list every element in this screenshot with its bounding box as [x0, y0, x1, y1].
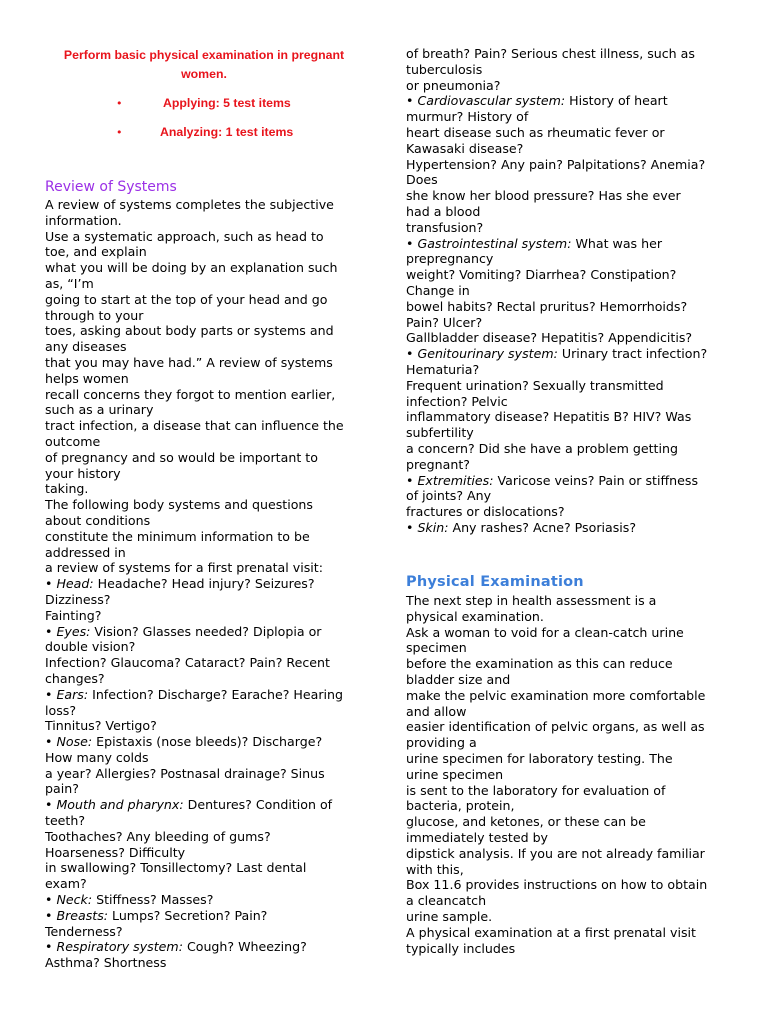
objective-bullet: •: [116, 97, 123, 110]
line-text: going to start at the top of your head and go: [45, 291, 328, 307]
line-text: tract infection, a disease that can influence the: [45, 418, 344, 434]
line-text: recall concerns they forgot to mention earlier,: [45, 386, 336, 402]
text-line: [45, 308, 363, 324]
text-line: [406, 409, 728, 425]
text-line: [406, 735, 728, 751]
text-line: [406, 378, 728, 394]
line-text: such as a urinary: [45, 402, 154, 418]
right-column-text: [406, 46, 728, 536]
text-line: [406, 283, 728, 299]
text-line: [406, 609, 728, 625]
text-line: [406, 362, 728, 378]
line-text: before the examination as this can reduce: [406, 656, 673, 672]
line-text: dipstick analysis. If you are not already familiar: [406, 845, 705, 861]
text-line: [45, 750, 363, 766]
system-label: Breasts:: [56, 907, 109, 923]
text-line: [45, 876, 363, 892]
text-line: [45, 845, 363, 861]
text-line: [406, 441, 728, 457]
text-line: [45, 639, 363, 655]
line-text: Frequent urination? Sexually transmitted: [406, 377, 664, 393]
line-text: urine specimen for laboratory testing. The: [406, 750, 673, 766]
line-text: addressed in: [45, 544, 126, 560]
line-text: Varicose veins? Pain or stiffness: [493, 472, 699, 488]
text-line: [45, 529, 363, 545]
text-line: [45, 497, 363, 513]
objective-title-line-2: women.: [181, 67, 227, 81]
line-text: easier identification of pelvic organs, as well as: [406, 719, 705, 735]
text-line: [406, 893, 728, 909]
text-line: [406, 704, 728, 720]
system-label: Gastrointestinal system:: [417, 235, 572, 251]
line-text: bladder size and: [406, 671, 511, 687]
objective-title-line-1: Perform basic physical examination in pregnant: [63, 48, 345, 62]
text-line: [45, 434, 363, 450]
line-text: information.: [45, 212, 122, 228]
system-label: Skin:: [417, 519, 449, 535]
line-text: tuberculosis: [406, 61, 483, 77]
text-line: [406, 488, 728, 504]
text-line: [406, 188, 728, 204]
text-line: [406, 473, 728, 489]
line-text: subfertility: [406, 425, 474, 441]
text-line: [406, 251, 728, 267]
text-line: [406, 504, 728, 520]
objective-item-analyzing: Analyzing: 1 test items: [160, 125, 294, 139]
text-line: [406, 830, 728, 846]
line-text: your history: [45, 465, 121, 481]
text-line: [45, 718, 363, 734]
line-text: a review of systems for a first prenatal visit:: [45, 560, 323, 576]
text-line: [406, 751, 728, 767]
line-text: she know her blood pressure? Has she ever: [406, 188, 681, 204]
text-line: [406, 109, 728, 125]
text-line: [45, 687, 363, 703]
text-line: [45, 813, 363, 829]
line-text: outcome: [45, 433, 101, 449]
text-line: [45, 703, 363, 719]
list-bullet: •: [45, 892, 57, 908]
text-line: [45, 481, 363, 497]
text-line: [45, 197, 363, 213]
text-line: [45, 908, 363, 924]
text-line: [45, 924, 363, 940]
line-text: How many colds: [45, 749, 149, 765]
system-label: Neck:: [56, 892, 93, 908]
text-line: [45, 766, 363, 782]
system-label: Respiratory system:: [56, 939, 183, 955]
line-text: Hoarseness? Difficulty: [45, 844, 186, 860]
text-line: [406, 783, 728, 799]
line-text: a year? Allergies? Postnasal drainage? Sinus: [45, 765, 325, 781]
line-text: Gallbladder disease? Hepatitis? Appendicitis?: [406, 330, 693, 346]
text-line: [406, 425, 728, 441]
text-line: [45, 371, 363, 387]
line-text: weight? Vomiting? Diarrhea? Constipation?: [406, 267, 677, 283]
list-bullet: •: [45, 686, 57, 702]
text-line: [406, 625, 728, 641]
text-line: [406, 719, 728, 735]
line-text: helps women: [45, 370, 129, 386]
text-line: [45, 734, 363, 750]
text-line: [406, 457, 728, 473]
line-text: Change in: [406, 282, 470, 298]
line-text: a cleancatch: [406, 893, 487, 909]
line-text: Vision? Glasses needed? Diplopia or: [90, 623, 322, 639]
line-text: Pain? Ulcer?: [406, 314, 483, 330]
text-line: [406, 862, 728, 878]
line-text: any diseases: [45, 339, 127, 355]
line-text: what you will be doing by an explanation such: [45, 260, 338, 276]
text-line: [45, 955, 363, 971]
system-label: Genitourinary system:: [417, 346, 558, 362]
line-text: Urinary tract infection?: [557, 346, 708, 362]
line-text: prepregnancy: [406, 251, 494, 267]
text-line: [45, 418, 363, 434]
text-line: [45, 402, 363, 418]
text-line: [406, 767, 728, 783]
text-line: [45, 624, 363, 640]
line-text: transfusion?: [406, 219, 484, 235]
text-line: [406, 46, 728, 62]
text-line: [406, 204, 728, 220]
line-text: teeth?: [45, 813, 86, 829]
line-text: of breath? Pain? Serious chest illness, such as: [406, 46, 695, 61]
line-text: bowel habits? Rectal pruritus? Hemorrhoids?: [406, 298, 688, 314]
line-text: in swallowing? Tonsillectomy? Last dental: [45, 860, 307, 876]
list-bullet: •: [45, 576, 57, 592]
line-text: providing a: [406, 735, 477, 751]
line-text: changes?: [45, 670, 105, 686]
line-text: A physical examination at a first prenatal visit: [406, 924, 696, 940]
line-text: Cough? Wheezing?: [182, 939, 307, 955]
line-text: Tenderness?: [45, 923, 123, 939]
line-text: physical examination.: [406, 608, 544, 624]
left-column-text: [45, 197, 363, 971]
text-line: [45, 576, 363, 592]
text-line: [45, 560, 363, 576]
text-line: [406, 299, 728, 315]
line-text: Box 11.6 provides instructions on how to obtain: [406, 877, 708, 893]
text-line: [45, 592, 363, 608]
line-text: make the pelvic examination more comfortable: [406, 687, 706, 703]
line-text: that you may have had.” A review of systems: [45, 354, 333, 370]
system-label: Ears:: [56, 686, 89, 702]
list-bullet: •: [406, 346, 418, 362]
line-text: The next step in health assessment is a: [406, 593, 657, 608]
line-text: urine sample.: [406, 908, 493, 924]
line-text: Epistaxis (nose bleeds)? Discharge?: [92, 734, 323, 750]
text-line: [45, 608, 363, 624]
line-text: specimen: [406, 640, 467, 656]
list-bullet: •: [406, 235, 418, 251]
text-line: [45, 466, 363, 482]
text-line: [406, 125, 728, 141]
line-text: Dentures? Condition of: [183, 797, 333, 813]
line-text: What was her: [571, 235, 663, 251]
line-text: murmur? History of: [406, 109, 529, 125]
text-line: [406, 640, 728, 656]
line-text: Kawasaki disease?: [406, 140, 524, 156]
line-text: Dizziness?: [45, 591, 111, 607]
line-text: as, “I’m: [45, 275, 94, 291]
text-line: [45, 671, 363, 687]
text-line: [406, 925, 728, 941]
text-line: [406, 798, 728, 814]
objective-item-applying: Applying: 5 test items: [163, 96, 291, 110]
line-text: pregnant?: [406, 456, 470, 472]
text-line: [45, 939, 363, 955]
system-label: Head:: [56, 576, 94, 592]
text-line: [45, 260, 363, 276]
line-text: typically includes: [406, 940, 516, 956]
line-text: Fainting?: [45, 607, 102, 623]
system-label: Eyes:: [56, 623, 91, 639]
objective-bullet: •: [116, 126, 123, 139]
list-bullet: •: [45, 939, 57, 955]
list-bullet: •: [406, 93, 418, 109]
system-label: Extremities:: [417, 472, 494, 488]
text-line: [406, 172, 728, 188]
text-line: [45, 450, 363, 466]
system-label: Mouth and pharynx:: [56, 797, 184, 813]
line-text: constitute the minimum information to be: [45, 528, 310, 544]
text-line: [45, 339, 363, 355]
line-text: Use a systematic approach, such as head to: [45, 228, 324, 244]
text-line: [45, 545, 363, 561]
text-line: [406, 220, 728, 236]
text-line: [406, 330, 728, 346]
text-line: [45, 860, 363, 876]
line-text: Asthma? Shortness: [45, 955, 167, 971]
text-line: [406, 672, 728, 688]
list-bullet: •: [45, 623, 57, 639]
text-line: [45, 892, 363, 908]
line-text: bacteria, protein,: [406, 798, 515, 814]
line-text: Does: [406, 172, 438, 188]
text-line: [406, 688, 728, 704]
text-line: [45, 829, 363, 845]
line-text: Headache? Head injury? Seizures?: [93, 576, 315, 592]
list-bullet: •: [406, 472, 418, 488]
line-text: had a blood: [406, 203, 481, 219]
text-line: [406, 157, 728, 173]
line-text: heart disease such as rheumatic fever or: [406, 124, 665, 140]
line-text: The following body systems and questions: [45, 497, 313, 513]
text-line: [45, 229, 363, 245]
list-bullet: •: [45, 907, 57, 923]
text-line: [406, 62, 728, 78]
review-of-systems-heading: Review of Systems: [45, 179, 177, 195]
line-text: with this,: [406, 861, 464, 877]
line-text: fractures or dislocations?: [406, 504, 565, 520]
text-line: [45, 213, 363, 229]
text-line: [406, 141, 728, 157]
text-line: [406, 346, 728, 362]
line-text: Hypertension? Any pain? Palpitations? Anemia?: [406, 156, 706, 172]
text-line: [406, 93, 728, 109]
text-line: [45, 781, 363, 797]
line-text: and allow: [406, 703, 467, 719]
line-text: Lumps? Secretion? Pain?: [108, 907, 268, 923]
line-text: of joints? Any: [406, 488, 492, 504]
line-text: of pregnancy and so would be important to: [45, 449, 318, 465]
text-line: [406, 267, 728, 283]
line-text: through to your: [45, 307, 144, 323]
line-text: infection? Pelvic: [406, 393, 508, 409]
text-line: [45, 276, 363, 292]
text-line: [406, 394, 728, 410]
physical-examination-text: [406, 593, 728, 956]
line-text: immediately tested by: [406, 829, 549, 845]
line-text: toes, asking about body parts or systems and: [45, 323, 334, 339]
text-line: [45, 355, 363, 371]
text-line: [45, 655, 363, 671]
line-text: Infection? Discharge? Earache? Hearing: [88, 686, 343, 702]
line-text: Any rashes? Acne? Psoriasis?: [448, 519, 637, 535]
system-label: Nose:: [56, 734, 93, 750]
line-text: toe, and explain: [45, 244, 147, 260]
text-line: [406, 877, 728, 893]
system-label: Cardiovascular system:: [417, 93, 566, 109]
list-bullet: •: [45, 797, 57, 813]
line-text: pain?: [45, 781, 79, 797]
line-text: double vision?: [45, 639, 136, 655]
line-text: Hematuria?: [406, 361, 480, 377]
text-line: [406, 656, 728, 672]
text-line: [45, 513, 363, 529]
text-line: [406, 909, 728, 925]
line-text: A review of systems completes the subjective: [45, 197, 334, 212]
text-line: [406, 236, 728, 252]
text-line: [406, 315, 728, 331]
line-text: urine specimen: [406, 766, 504, 782]
text-line: [45, 292, 363, 308]
line-text: Stiffness? Masses?: [92, 892, 214, 908]
line-text: or pneumonia?: [406, 77, 501, 93]
text-line: [45, 323, 363, 339]
line-text: exam?: [45, 876, 87, 892]
text-line: [406, 814, 728, 830]
text-line: [406, 941, 728, 957]
line-text: History of heart: [565, 93, 668, 109]
text-line: [45, 244, 363, 260]
text-line: [406, 520, 728, 536]
text-line: [406, 593, 728, 609]
text-line: [45, 387, 363, 403]
line-text: taking.: [45, 481, 89, 497]
text-line: [406, 78, 728, 94]
line-text: is sent to the laboratory for evaluation of: [406, 782, 666, 798]
line-text: a concern? Did she have a problem getting: [406, 440, 678, 456]
line-text: Ask a woman to void for a clean-catch urine: [406, 624, 684, 640]
line-text: Toothaches? Any bleeding of gums?: [45, 828, 271, 844]
line-text: inflammatory disease? Hepatitis B? HIV? Was: [406, 409, 692, 425]
line-text: glucose, and ketones, or these can be: [406, 814, 646, 830]
line-text: Infection? Glaucoma? Cataract? Pain? Recent: [45, 655, 330, 671]
line-text: loss?: [45, 702, 77, 718]
text-line: [45, 797, 363, 813]
physical-examination-heading: Physical Examination: [406, 574, 584, 590]
line-text: Tinnitus? Vertigo?: [45, 718, 157, 734]
line-text: about conditions: [45, 512, 151, 528]
list-bullet: •: [406, 519, 418, 535]
text-line: [406, 846, 728, 862]
list-bullet: •: [45, 734, 57, 750]
